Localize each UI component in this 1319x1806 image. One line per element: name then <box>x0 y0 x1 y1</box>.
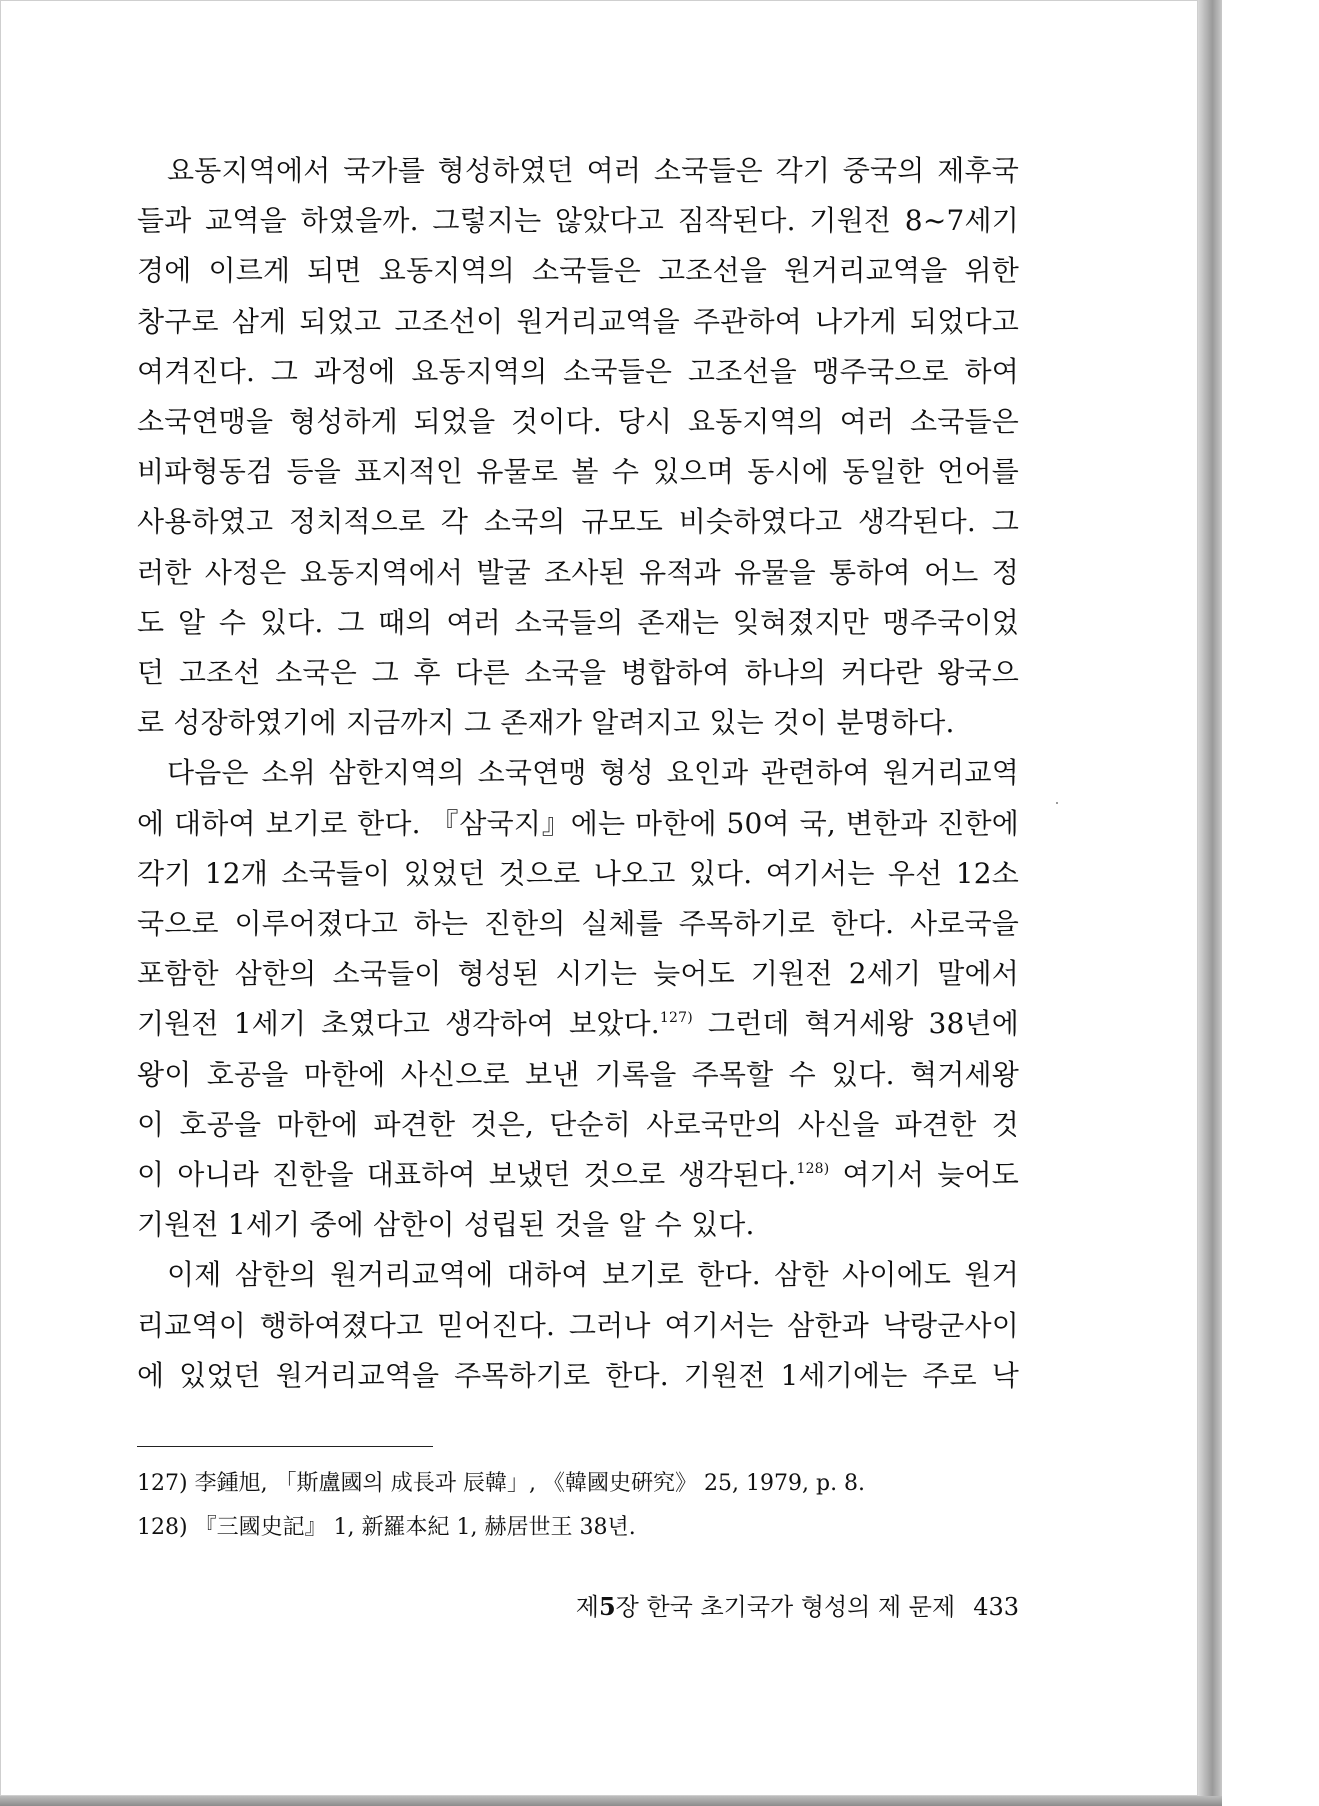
paragraph-2 <box>137 748 1019 1250</box>
text-line: 비파형동검 등을 표지적인 유물로 볼 수 있으며 동시에 동일한 언어를 <box>137 455 1019 489</box>
text-line: 창구로 삼게 되었고 고조선이 원거리교역을 주관하여 나가게 되었다고 <box>137 304 1019 338</box>
chapter-prefix: 제 <box>575 1593 599 1621</box>
text-line: 들과 교역을 하였을까. 그렇지는 않았다고 짐작된다. 기원전 8~7세기 <box>137 204 1019 238</box>
text-line: 여겨진다. 그 과정에 요동지역의 소국들은 고조선을 맹주국으로 하여 <box>137 354 1019 388</box>
text-line: 포함한 삼한의 소국들이 형성된 시기는 늦어도 기원전 2세기 말에서 <box>137 957 1019 991</box>
text-line: 이제 삼한의 원거리교역에 대하여 보기로 한다. 삼한 사이에도 원거 <box>167 1258 1019 1292</box>
text-line: 다음은 소위 삼한지역의 소국연맹 형성 요인과 관련하여 원거리교역 <box>167 756 1019 790</box>
text-line: 경에 이르게 되면 요동지역의 소국들은 고조선을 원거리교역을 위한 <box>137 254 1019 288</box>
text-segment: 이 아니라 진한을 대표하여 보냈던 것으로 생각된다. <box>137 1158 797 1192</box>
page-number: 433 <box>973 1593 1019 1621</box>
footnotes <box>137 1462 1019 1550</box>
text-line-with-footnote <box>137 999 1019 1049</box>
text-line: 에 있었던 원거리교역을 주목하기로 한다. 기원전 1세기에는 주로 낙 <box>137 1358 1019 1392</box>
text-line: 러한 사정은 요동지역에서 발굴 조사된 유적과 유물을 통하여 어느 정 <box>137 555 1019 589</box>
text-line: 국으로 이루어졌다고 하는 진한의 실체를 주목하기로 한다. 사로국을 <box>137 907 1019 941</box>
footnote-128: 128) 『三國史記』 1, 新羅本紀 1, 赫居世王 38년. <box>137 1515 636 1540</box>
footnote-127: 127) 李鍾旭, 「斯盧國의 成長과 辰韓」, 《韓國史硏究》 25, 1979, p. 8. <box>137 1471 866 1496</box>
text-line: 이 호공을 마한에 파견한 것은, 단순히 사로국만의 사신을 파견한 것 <box>137 1107 1019 1141</box>
text-line: 요동지역에서 국가를 형성하였던 여러 소국들은 각기 중국의 제후국 <box>167 154 1019 187</box>
text-line-with-footnote <box>137 1150 1019 1200</box>
text-line: 기원전 1세기 중에 삼한이 성립된 것을 알 수 있다. <box>137 1208 755 1242</box>
chapter-number: 5 <box>598 1592 616 1621</box>
text-line: 각기 12개 소국들이 있었던 것으로 나오고 있다. 여기서는 우선 12소 <box>137 856 1019 890</box>
paragraph-1 <box>137 146 1019 748</box>
footnote-divider <box>137 1446 433 1447</box>
body-text <box>137 146 1019 1401</box>
text-line: 도 알 수 있다. 그 때의 여러 소국들의 존재는 잊혀졌지만 맹주국이었 <box>137 605 1019 639</box>
page-bottom-shadow <box>0 1796 1222 1806</box>
text-line: 사용하였고 정치적으로 각 소국의 규모도 비슷하였다고 생각된다. 그 <box>137 505 1019 539</box>
text-line: 던 고조선 소국은 그 후 다른 소국을 병합하여 하나의 커다란 왕국으 <box>137 656 1019 690</box>
text-line: 로 성장하였기에 지금까지 그 존재가 알려지고 있는 것이 분명하다. <box>137 706 955 740</box>
scan-speck <box>1056 802 1058 804</box>
footnote-ref-128: 128) <box>796 1161 830 1178</box>
text-line: 에 대하여 보기로 한다. 『삼국지』에는 마한에 50여 국, 변한과 진한에 <box>137 806 1019 840</box>
text-segment: 여기서 늦어도 <box>829 1158 1019 1192</box>
paragraph-3 <box>137 1250 1019 1401</box>
chapter-title: 장 한국 초기국가 형성의 제 문제 <box>615 1593 956 1621</box>
text-segment: 그런데 혁거세왕 38년에 <box>692 1007 1019 1041</box>
footnote-ref-127: 127) <box>659 1010 693 1027</box>
text-segment: 기원전 1세기 초였다고 생각하여 보았다. <box>137 1007 660 1041</box>
text-line: 왕이 호공을 마한에 사신으로 보낸 기록을 주목할 수 있다. 혁거세왕 <box>137 1057 1019 1091</box>
text-line: 리교역이 행하여졌다고 믿어진다. 그러나 여기서는 삼한과 낙랑군사이 <box>137 1308 1019 1342</box>
running-footer <box>561 1587 1019 1622</box>
page-edge-shadow <box>1198 0 1222 1806</box>
text-line: 소국연맹을 형성하게 되었을 것이다. 당시 요동지역의 여러 소국들은 <box>137 405 1019 439</box>
